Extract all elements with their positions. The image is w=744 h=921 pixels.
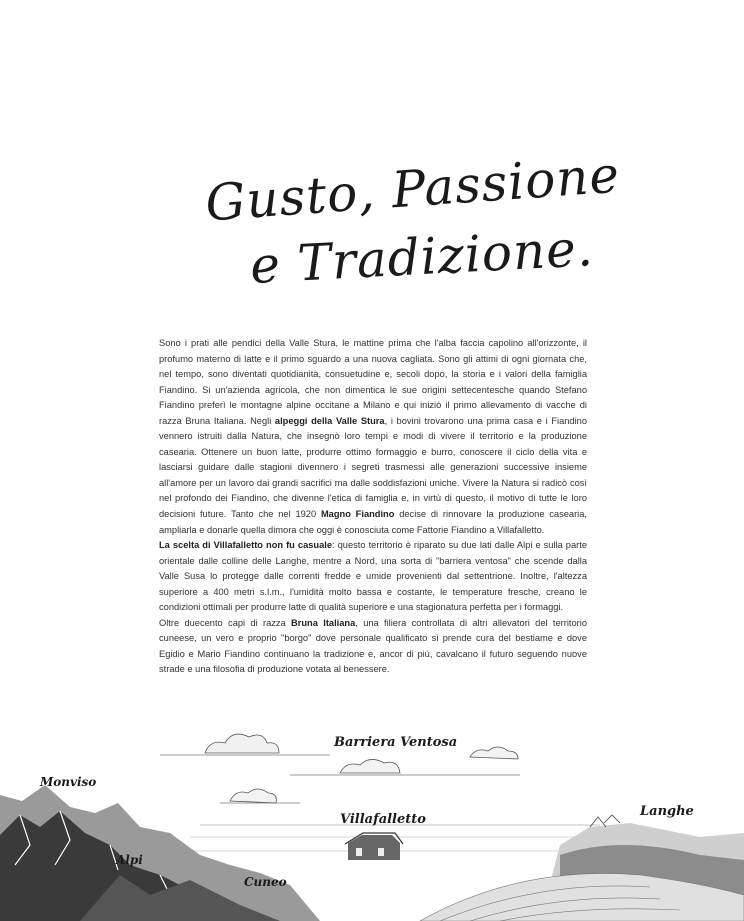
label-villafalletto: Villafalletto [340, 812, 426, 827]
paragraph-territory [159, 538, 587, 616]
text-run: : questo territorio è riparato su due lati dalle Alpi e sulla parte orientale dalle colline delle Langhe, mentre a Nord, una sorta di "barriera ventosa" che scende dalla Valle Susa lo protegge dalle correnti fredde e umide provenienti dal settentrione. Inoltre, l'altezza superiore a 400 metri s.l.m., l'umidità molto bassa e costante, le temperature fresche, creano le condizioni ottimali per produrre latte di qualità superiore e una stagionatura perfetta per i formaggi. [159, 540, 587, 613]
text-run: Sono i prati alle pendici della Valle Stura, le mattine prima che l'alba faccia capolino all'orizzonte, il profumo materno di latte e il primo sguardo a una nuova cagliata. Sono gli attimi di ogni giornata che, nel tempo, sono diventati quotidianità, consuetudine e, secoli dopo, la storia e i valori della famiglia Fiandino. Si un'azienda agricola, che non dimentica le sue origini settecentesche quando Stefano Fiandino preferì le montagne alpine occitane a Milano e qui iniziò il primo allevamento di vacche di razza Bruna Italiana. Negli [159, 338, 587, 426]
langhe-hills [420, 815, 744, 921]
label-alpi: Alpi [116, 853, 143, 867]
text-run: Oltre duecento capi di razza [159, 617, 292, 628]
landscape-illustration [0, 715, 744, 921]
text-run: decise di rinnovare la produzione casearia, ampliarla e donarle quella dimora che oggi è conosciuta come Fattorie Fiandino a Villafalletto. [159, 509, 587, 535]
title-line-1: Gusto, Passione [203, 145, 622, 233]
text-run: , i bovini trovarono una prima casa e i Fiandino vennero istruiti dalla Natura, che insegnò loro tempi e modi di vivere il territorio e la produzione casearia. Ottenere un buon latte, produrre ottimo formaggio e burro, conoscere il ciclo della vita e lasciarsi guidare dalle stagioni divennero i segreti trasmessi alle generazioni successive insieme all'amore per un lavoro dai grandi sacrifici ma dalle soddisfazioni uniche. Vivere la Natura si radicò così nel profondo dei Fiandino, che divenne l'etica di famiglia e, in virtù di questo, il motivo di tutte le loro decisioni future. Tanto che nel 1920 [159, 415, 588, 520]
paragraph-herd [159, 616, 587, 678]
body-text [159, 336, 587, 678]
label-monviso: Monviso [40, 775, 97, 789]
label-cuneo: Cuneo [244, 875, 287, 889]
page-title [195, 145, 622, 300]
bold-run: Bruna Italiana [291, 617, 356, 628]
title-line-2: e Tradizione. [248, 219, 595, 295]
text-run: , una filiera controllata di altri allevatori del territorio cuneese, un vero e proprio "borgo" dove personale qualificato si prende cura del bestiame e dove Egidio e Mario Fiandino continuano la tradizione e, ancor di più, cavalcano il futuro seguendo nuove strade e una filosofia di produzione votata al benessere. [159, 617, 588, 675]
bold-run: alpeggi della Valle Stura [274, 415, 385, 426]
alps-mountains [0, 785, 320, 921]
paragraph-history [159, 336, 587, 538]
label-langhe: Langhe [640, 804, 694, 819]
label-barriera-ventosa: Barriera Ventosa [334, 735, 458, 750]
bold-run: Magno Fiandino [320, 509, 395, 520]
bold-run: La scelta di Villafalletto non fu casuale [159, 540, 333, 551]
